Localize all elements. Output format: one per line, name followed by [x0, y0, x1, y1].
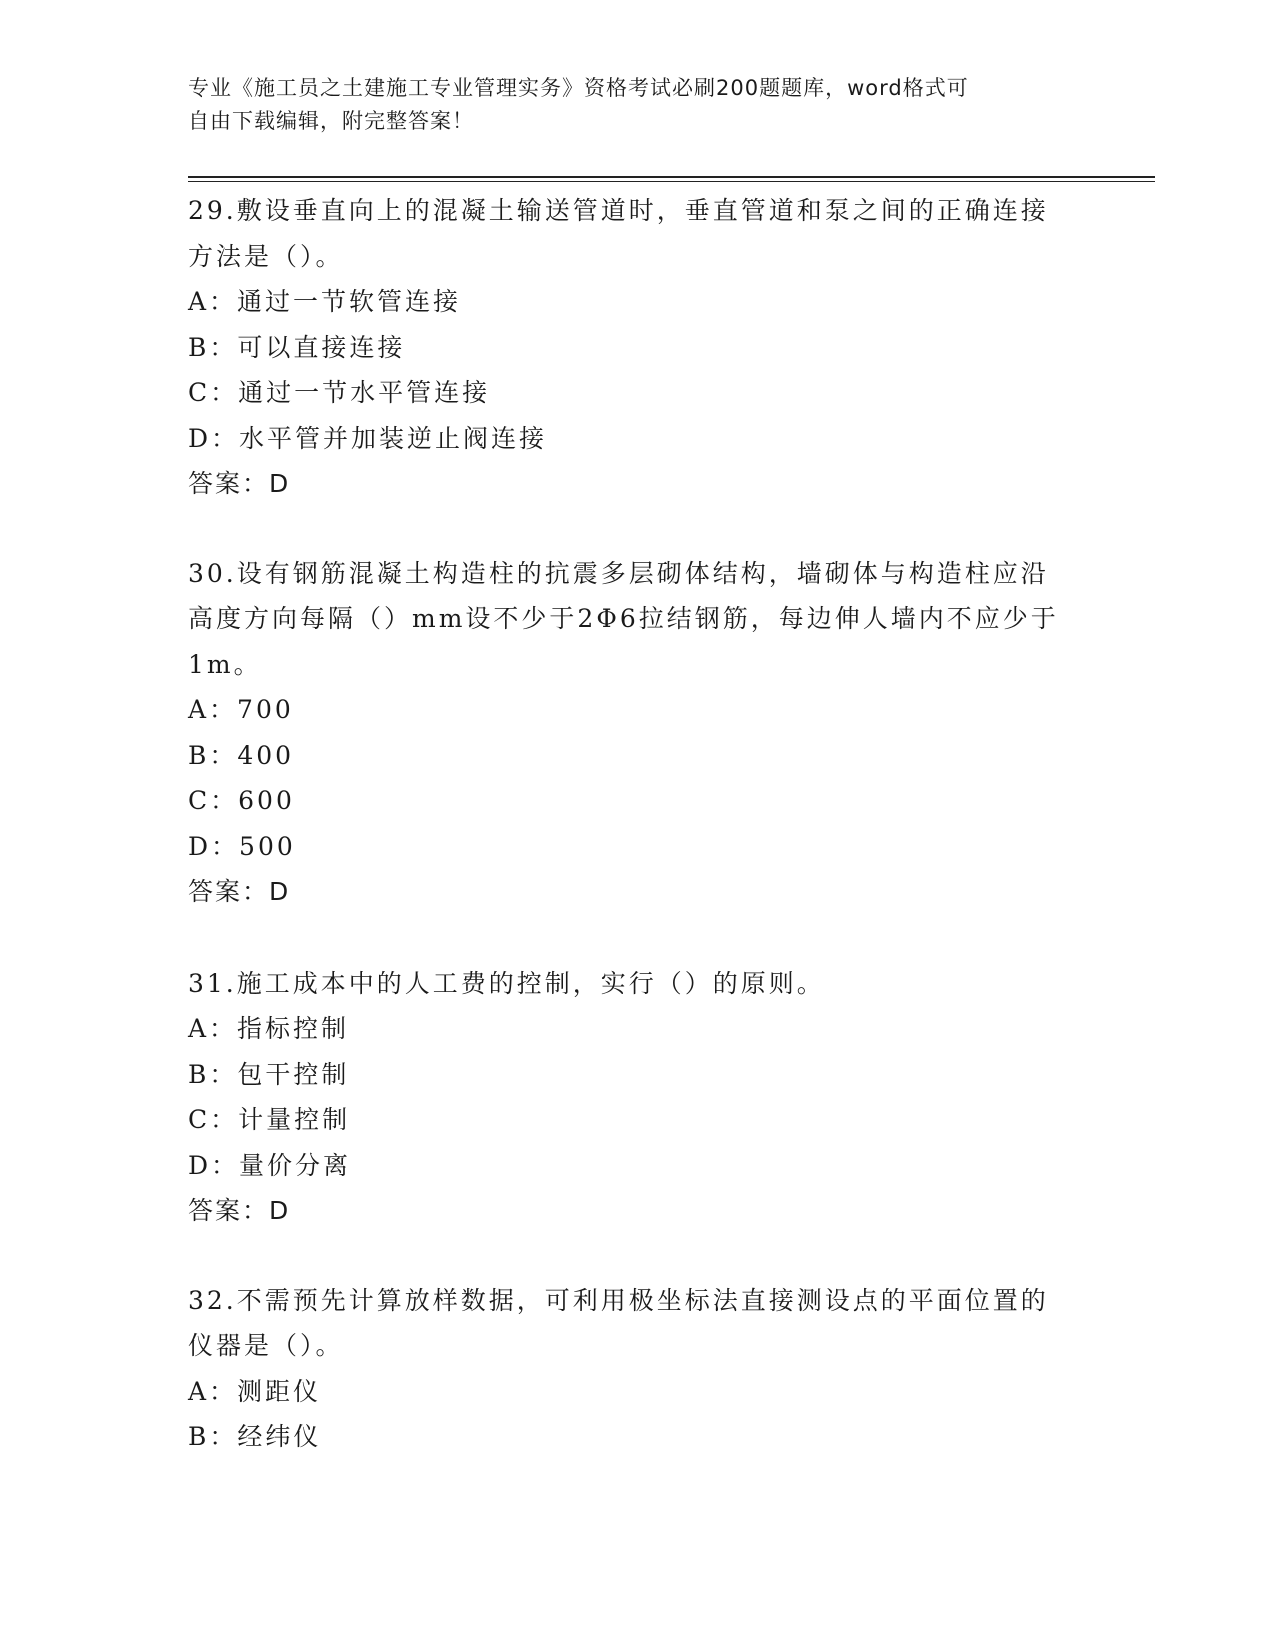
option-a: A：700 [188, 695, 294, 724]
question-32 [188, 1278, 1088, 1460]
option-c: C：600 [188, 786, 295, 815]
question-text-line: 方法是（）。 [188, 241, 344, 271]
question-text-line: 30.设有钢筋混凝土构造柱的抗震多层砌体结构，墙砌体与构造柱应沿 [188, 558, 1049, 588]
question-text-line: 31.施工成本中的人工费的控制，实行（）的原则。 [188, 968, 825, 998]
option-d: D：500 [188, 831, 296, 861]
header-line-2: 自由下载编辑，附完整答案！ [188, 109, 474, 133]
spacer [188, 1234, 1088, 1278]
spacer [188, 915, 1088, 961]
question-text-line: 高度方向每隔（）mm设不少于2Φ6拉结钢筋，每边伸人墙内不应少于 [188, 604, 1059, 633]
spacer [188, 507, 1088, 551]
option-b: B：经纬仪 [188, 1422, 322, 1451]
header-divider-thin [188, 181, 1155, 182]
option-b: B：包干控制 [188, 1059, 350, 1089]
header-divider-thick [188, 176, 1155, 178]
answer: 答案：D [188, 469, 291, 498]
question-30 [188, 551, 1088, 915]
answer: 答案：D [188, 1196, 291, 1225]
option-c: C：计量控制 [188, 1105, 351, 1134]
option-a: A：指标控制 [188, 1014, 350, 1043]
option-d: D：量价分离 [188, 1150, 352, 1180]
question-text-line: 1m。 [188, 649, 262, 679]
question-31 [188, 961, 1088, 1234]
question-text-line: 32.不需预先计算放样数据，可利用极坐标法直接测设点的平面位置的 [188, 1285, 1049, 1315]
option-b: B：400 [188, 740, 295, 770]
option-a: A：通过一节软管连接 [188, 287, 462, 316]
option-d: D：水平管并加装逆止阀连接 [188, 423, 548, 453]
question-list [188, 188, 1088, 1460]
document-header [188, 72, 1068, 138]
option-b: B：可以直接连接 [188, 332, 406, 362]
question-text-line: 29.敷设垂直向上的混凝土输送管道时，垂直管道和泵之间的正确连接 [188, 196, 1049, 225]
answer: 答案：D [188, 877, 291, 906]
question-text-line: 仪器是（）。 [188, 1331, 344, 1360]
header-line-1: 专业《施工员之土建施工专业管理实务》资格考试必刷200题题库，word格式可 [188, 76, 969, 100]
option-a: A：测距仪 [188, 1376, 322, 1406]
question-29 [188, 188, 1088, 507]
option-c: C：通过一节水平管连接 [188, 378, 491, 407]
